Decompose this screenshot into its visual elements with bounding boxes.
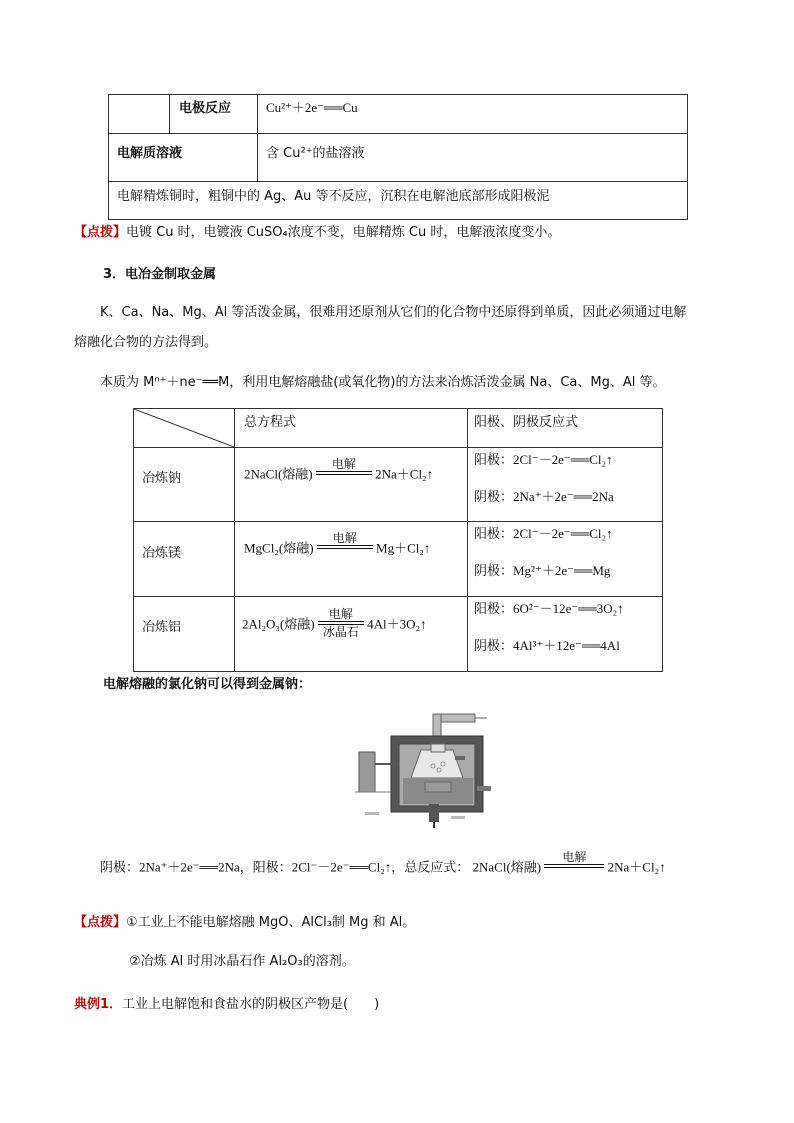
example-question xyxy=(74,993,379,1012)
anode-equation-magnesium: 阳极：2Cl⁻－2e⁻══Cl₂↑ xyxy=(474,526,613,541)
cathode-equation-aluminum: 阴极：4Al³⁺＋12e⁻══4Al xyxy=(474,638,620,653)
equation-left: 2NaCl(熔融) xyxy=(244,466,313,482)
sodium-electrolysis-cell-diagram xyxy=(355,708,497,830)
header-total-equation: 总方程式 xyxy=(244,415,297,430)
metallurgy-table xyxy=(133,408,663,672)
figure-caption: 电解熔融的氯化钠可以得到金属钠： xyxy=(103,677,312,692)
equation-right: 4Al＋3O₂↑ xyxy=(367,616,427,632)
sodium-electrolysis-equations xyxy=(100,850,666,882)
header-electrode-equations: 阳极、阴极反应式 xyxy=(474,415,579,430)
row-value-electrode-reaction: Cu²⁺＋2e⁻══Cu xyxy=(266,100,358,115)
condition-bottom xyxy=(317,549,373,563)
tip-paragraph-1 xyxy=(74,221,560,240)
condition-top: 电解 xyxy=(331,457,356,471)
tip-tag: 【点拨】 xyxy=(74,915,127,930)
condition-bottom: 冰晶石 xyxy=(322,625,359,639)
paragraph-line: K、Ca、Na、Mg、Al 等活泼金属，很难用还原剂从它们的化合物中还原得到单质，因此必须通过电解 xyxy=(100,305,687,320)
total-equation-magnesium xyxy=(244,531,430,563)
diagonal-header-line xyxy=(134,409,234,447)
tip-text: 电镀 Cu 时，电镀液 CuSO₄浓度不变，电解精炼 Cu 时，电解液浓度变小。 xyxy=(126,225,561,240)
total-equation-sodium xyxy=(244,457,433,489)
cathode-equation-sodium: 阴极：2Na⁺＋2e⁻══2Na xyxy=(474,489,614,504)
total-equation-aluminum xyxy=(242,607,427,639)
row-name-magnesium: 冶炼镁 xyxy=(142,546,182,561)
reaction-condition xyxy=(544,850,604,882)
electrorefining-table xyxy=(108,94,688,220)
row-name-aluminum: 冶炼铝 xyxy=(142,620,182,635)
cathode-equation-magnesium: 阴极：Mg²⁺＋2e⁻══Mg xyxy=(474,563,611,578)
equation-left: 2Al₂O₃(熔融) xyxy=(242,616,315,632)
row-label-electrode-reaction: 电极反应 xyxy=(179,101,232,116)
reaction-condition xyxy=(318,607,364,639)
tip-line-1: ①工业上不能电解熔融 MgO、AlCl₃制 Mg 和 Al。 xyxy=(126,915,416,930)
paragraph-essence: 本质为 Mⁿ⁺＋ne⁻══M，利用电解熔融盐(或氧化物)的方法来冶炼活泼金属 Na、Ca、Mg、Al 等。 xyxy=(100,375,666,390)
tip-line-2: ②冶炼 Al 时用冰晶石作 Al₂O₃的溶剂。 xyxy=(129,954,355,969)
equation-left: MgCl₂(熔融) xyxy=(244,540,314,556)
paragraph-line: 熔融化合物的方法得到。 xyxy=(74,335,218,350)
equation-right: 2Na＋Cl₂↑ xyxy=(375,466,434,482)
example-tag: 典例1． xyxy=(74,997,123,1012)
condition-top: 电解 xyxy=(562,850,587,864)
row-name-sodium: 冶炼钠 xyxy=(142,471,182,486)
anode-equation-aluminum: 阳极：6O²⁻－12e⁻══3O₂↑ xyxy=(474,601,624,616)
example-text: 工业上电解饱和食盐水的阴极区产物是( ) xyxy=(122,997,380,1012)
row-label-electrolyte: 电解质溶液 xyxy=(117,146,183,161)
condition-top: 电解 xyxy=(332,531,357,545)
row-value-electrolyte: 含 Cu²⁺的盐溶液 xyxy=(266,146,365,161)
section-heading: 3．电冶金制取金属 xyxy=(103,267,217,282)
anode-equation-sodium: 阳极：2Cl⁻－2e⁻══Cl₂↑ xyxy=(474,452,613,467)
condition-top: 电解 xyxy=(328,607,353,621)
equation-right: Mg＋Cl₂↑ xyxy=(376,540,431,556)
tip-paragraph-2 xyxy=(74,911,415,930)
condition-bottom xyxy=(316,475,372,489)
electrode-equations-text: 阴极：2Na⁺＋2e⁻══2Na，阳极：2Cl⁻－2e⁻══Cl₂↑，总反应式： xyxy=(100,859,470,875)
equation-right: 2Na＋Cl₂↑ xyxy=(607,859,666,875)
reaction-condition xyxy=(317,531,373,563)
refining-note: 电解精炼铜时，粗铜中的 Ag、Au 等不反应，沉积在电解池底部形成阳极泥 xyxy=(117,189,550,204)
tip-tag: 【点拨】 xyxy=(74,225,127,240)
equation-left: 2NaCl(熔融) xyxy=(472,859,542,875)
reaction-condition xyxy=(316,457,372,489)
